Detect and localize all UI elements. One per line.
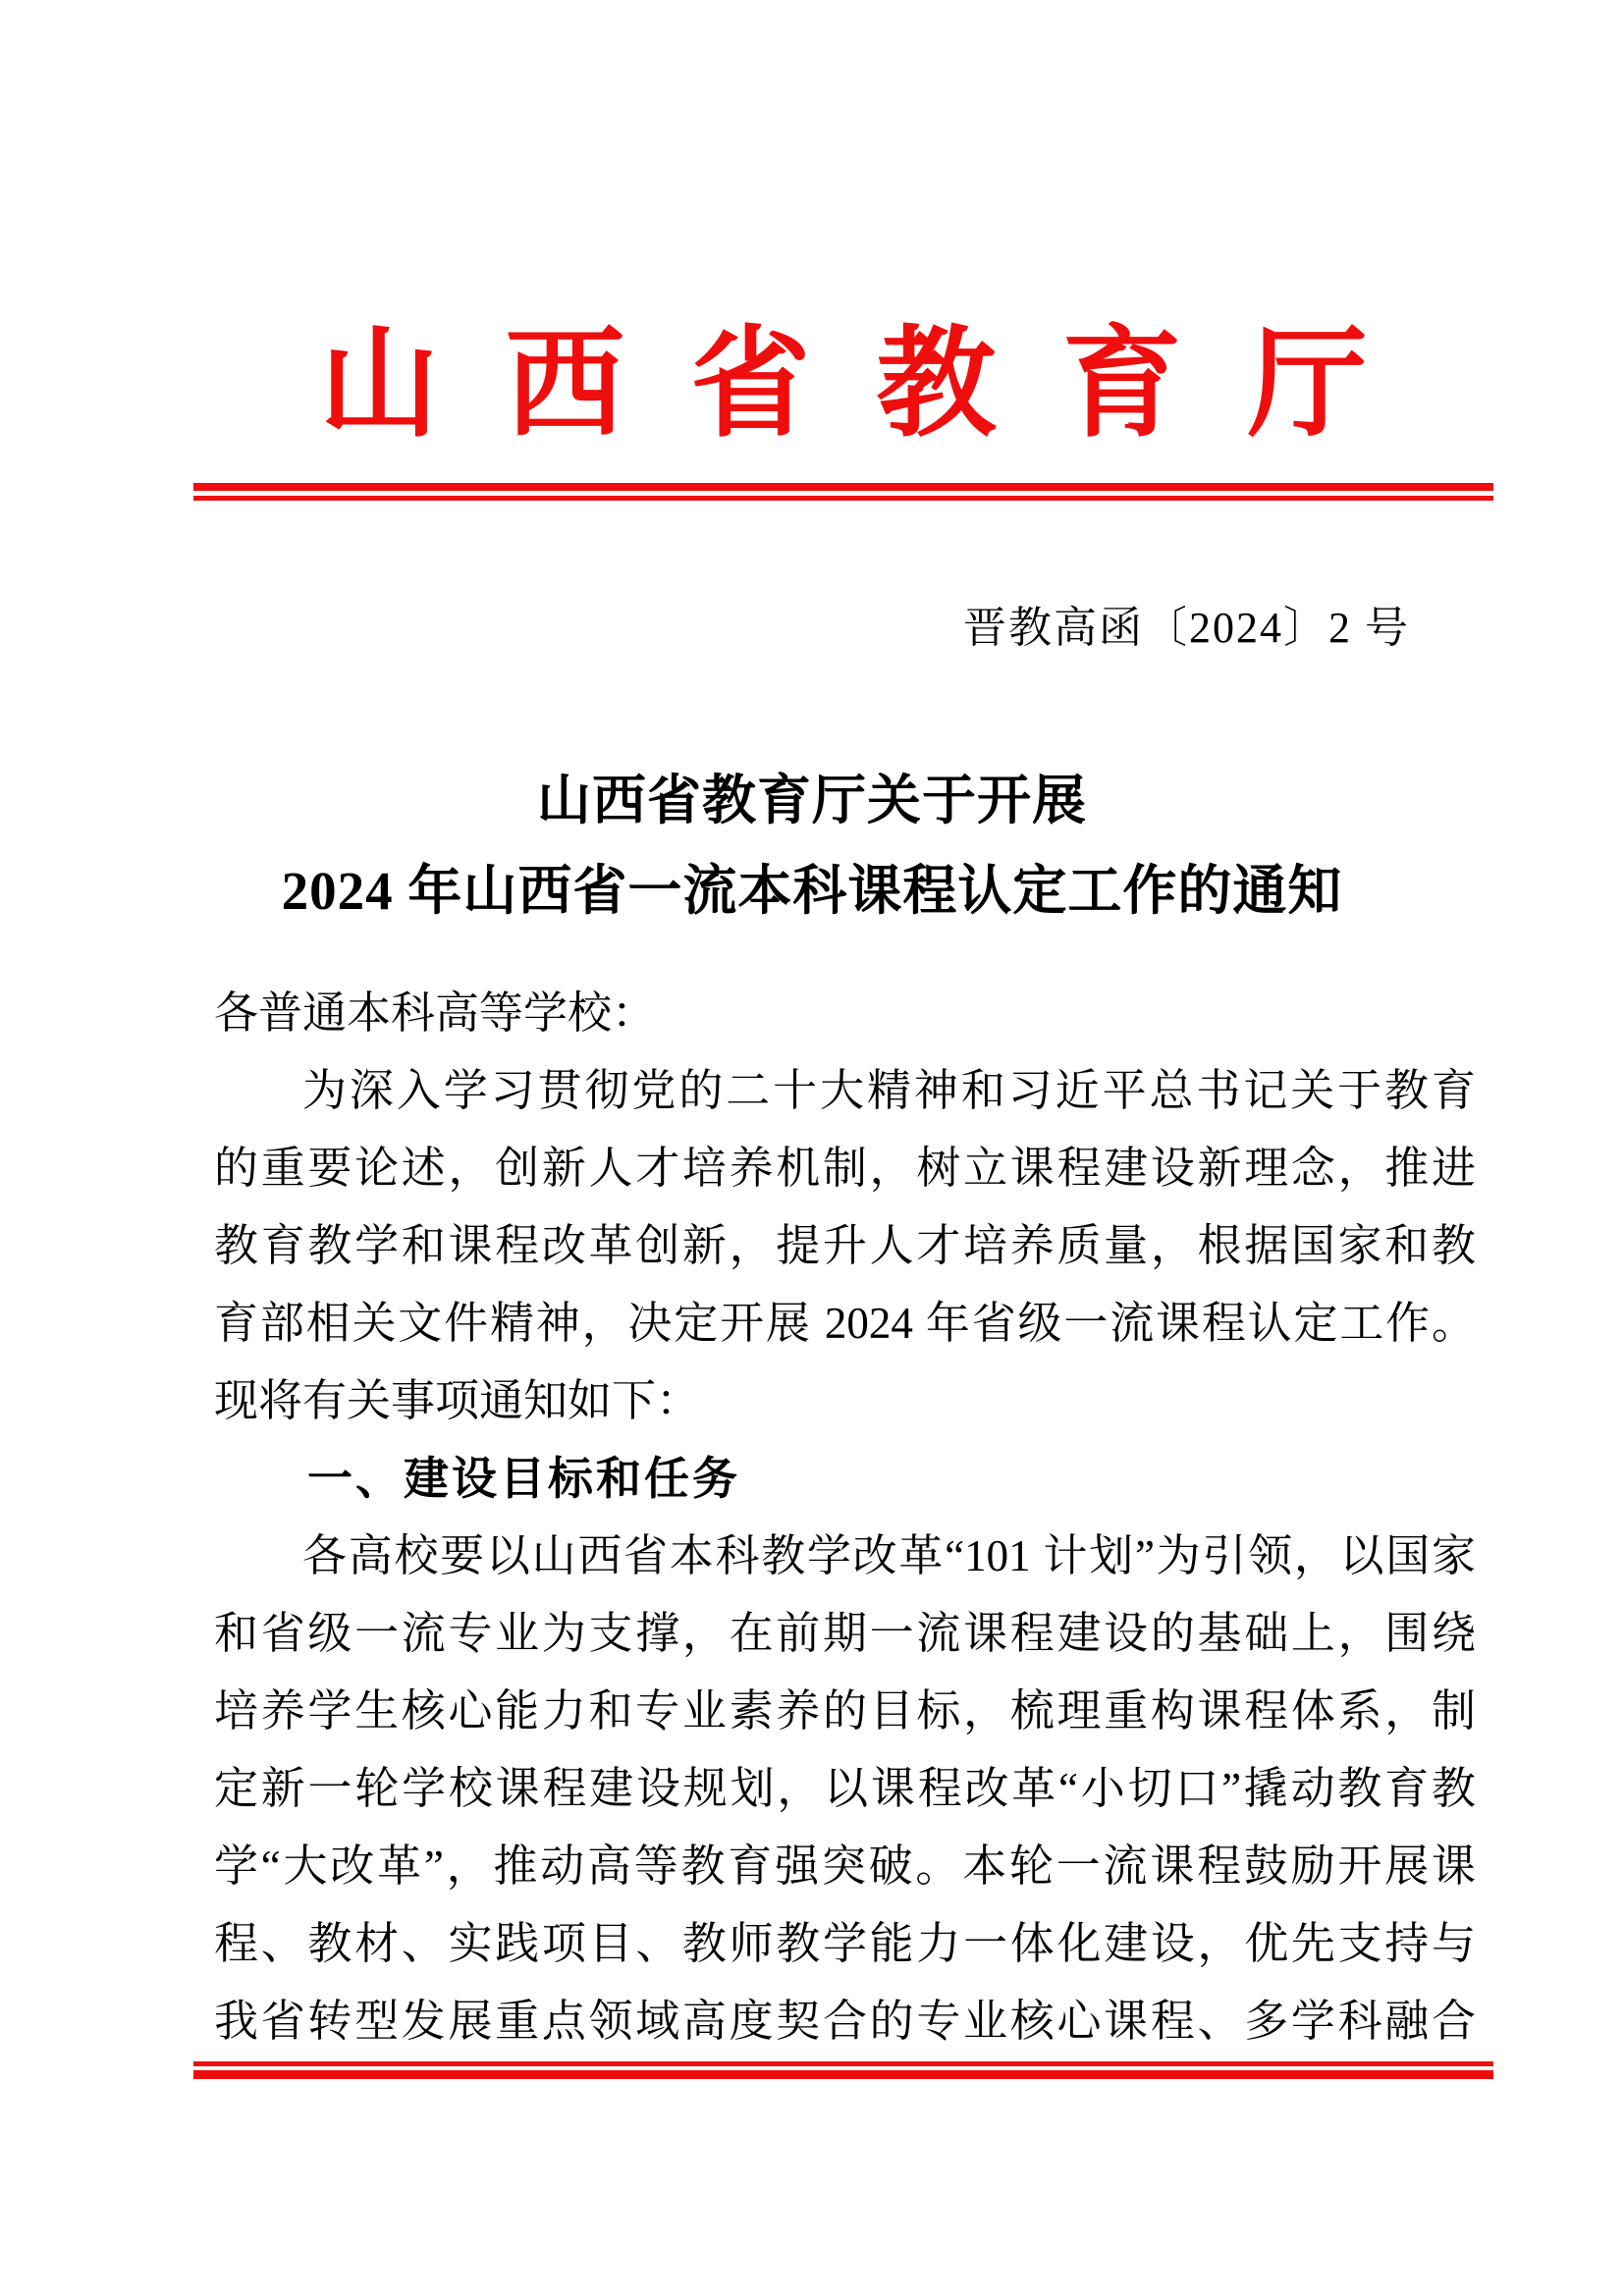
letterhead-divider-thick [193, 483, 1493, 491]
section-1-heading: 一、建设目标和任务 [307, 1452, 740, 1505]
document-title-line-2: 2024 年山西省一流本科课程认定工作的通知 [281, 861, 1343, 921]
body-line: 教育教学和课程改革创新，提升人才培养质量，根据国家和教 [214, 1221, 1476, 1270]
document-title-line-1: 山西省教育厅关于开展 [536, 771, 1087, 830]
footer-divider-thin [193, 2061, 1493, 2066]
document-body [214, 975, 1476, 2060]
document-number: 晋教高函〔2024〕2 号 [963, 604, 1410, 652]
salutation: 各普通本科高等学校： [214, 988, 657, 1038]
body-line: 培养学生核心能力和专业素养的目标，梳理重构课程体系，制 [214, 1686, 1476, 1735]
body-line: 我省转型发展重点领域高度契合的专业核心课程、多学科融合 [214, 1997, 1476, 2046]
body-line: 现将有关事项通知如下： [214, 1376, 701, 1425]
body-line: 各高校要以山西省本科教学改革“101 计划”为引领，以国家 [302, 1531, 1476, 1580]
body-line: 程、教材、实践项目、教师教学能力一体化建设，优先支持与 [214, 1919, 1476, 1968]
body-line: 定新一轮学校课程建设规划，以课程改革“小切口”撬动教育教 [214, 1764, 1476, 1813]
document-title [0, 756, 1624, 936]
body-line: 为深入学习贯彻党的二十大精神和习近平总书记关于教育 [302, 1066, 1476, 1115]
footer-divider-thick [193, 2070, 1493, 2079]
body-line: 的重要论述，创新人才培养机制，树立课程建设新理念，推进 [214, 1144, 1476, 1193]
body-line: 和省级一流专业为支撑，在前期一流课程建设的基础上，围绕 [214, 1609, 1476, 1658]
body-line: 学“大改革”，推动高等教育强突破。本轮一流课程鼓励开展课 [214, 1842, 1476, 1891]
body-line: 育部相关文件精神，决定开展 2024 年省级一流课程认定工作。 [214, 1299, 1476, 1348]
letterhead-divider-thin [193, 496, 1493, 501]
letterhead-agency-name: 山西省教育厅 [319, 319, 1434, 452]
